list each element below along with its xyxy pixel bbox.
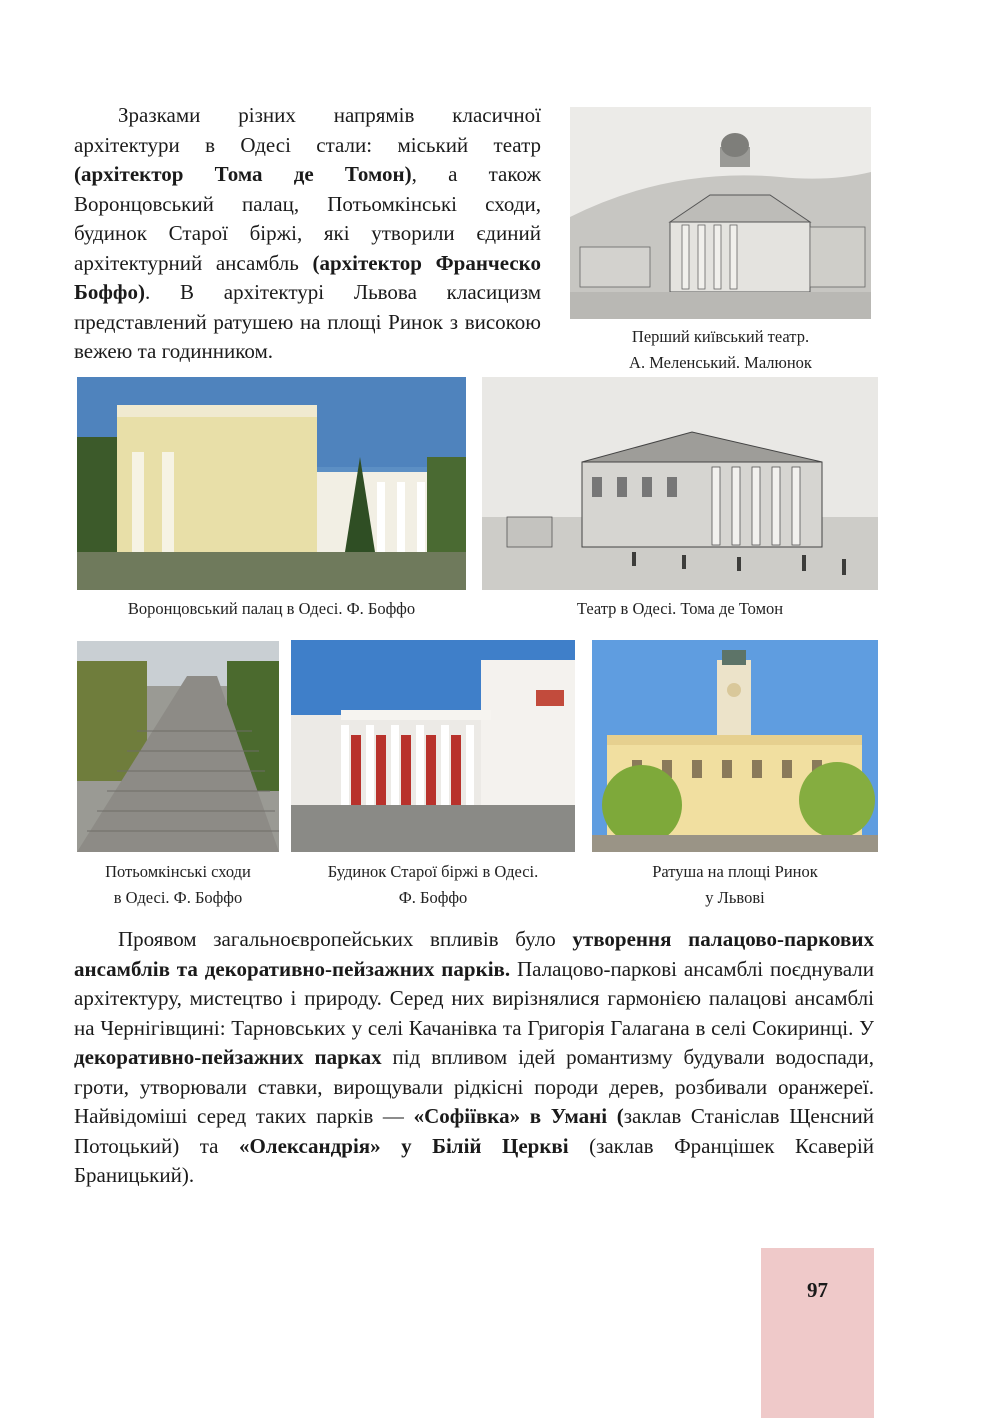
bold-span: (архітектор Тома де Томон) xyxy=(74,162,412,186)
caption-line: в Одесі. Ф. Боффо xyxy=(113,888,243,907)
text-span: заклав Станіслав Щенсний Потоцький) та xyxy=(74,1104,874,1158)
caption-line: Перший київський театр. xyxy=(631,327,810,346)
caption-line: Ф. Боффо xyxy=(398,888,468,907)
caption-line: у Львові xyxy=(705,888,765,907)
stock-exchange-caption xyxy=(291,859,575,911)
parks-paragraph xyxy=(74,925,874,1191)
caption-line: А. Меленський. Малюнок xyxy=(629,353,812,372)
text-span: Палацово-паркові ансамблі поєднували архітектуру, мистецтво і природу. Серед них вирізнялися гармонією палацові ансамблі на Чернігівщині: Тарновських у селі Качанівка та Григорія Галагана в селі Сокиринці. У xyxy=(74,956,874,1040)
caption-line: Театр в Одесі. Тома де Томон xyxy=(576,599,784,618)
caption-line: Ратуша на площі Ринок xyxy=(652,862,818,881)
bold-span: (архітектор Франческо Боффо) xyxy=(74,250,541,304)
caption-line: Воронцовський палац в Одесі. Ф. Боффо xyxy=(127,599,416,618)
vorontsov-palace-image xyxy=(77,377,466,590)
text-span: Зразками різних напрямів класичної архітектури в Одесі стали: міський театр xyxy=(74,103,541,157)
intro-paragraph xyxy=(74,101,541,367)
text-span: під впливом ідей романтизму будували водоспади, гроти, утворювали ставки, вирощували рідкісні породи дерев, розбивали оранжереї. Найвідоміші серед таких парків — xyxy=(74,1045,874,1128)
potemkin-stairs-image xyxy=(77,641,279,852)
kyiv-theatre-image xyxy=(570,107,871,319)
odesa-theatre-caption xyxy=(482,596,878,622)
bold-span: утворення палацово-паркових ансамблів та декоративно-пейзажних парків. xyxy=(74,927,874,981)
potemkin-stairs-caption xyxy=(77,859,279,911)
vorontsov-palace-caption xyxy=(77,596,466,622)
page-number-box xyxy=(761,1248,874,1418)
text-span: Проявом загальноєвропейських впливів було xyxy=(118,927,573,951)
kyiv-theatre-caption xyxy=(570,324,871,376)
text-span: (заклав Францішек Ксаверій Браницький). xyxy=(74,1133,875,1187)
odesa-theatre-image xyxy=(482,377,878,590)
page-number: 97 xyxy=(807,1278,828,1302)
lviv-town-hall-image xyxy=(592,640,878,852)
text-span: , а також Воронцовський палац, Потьомкінські сходи, будинок Старої біржі, які утворили єдиний архітектурний ансамбль xyxy=(74,162,542,275)
stock-exchange-image xyxy=(291,640,575,852)
caption-line: Потьомкінські сходи xyxy=(105,862,251,881)
bold-span: «Олександрія» у Білій Церкві xyxy=(238,1133,569,1158)
caption-line: Будинок Старої біржі в Одесі. xyxy=(327,862,539,881)
lviv-town-hall-caption xyxy=(592,859,878,911)
bold-span: «Софіївка» в Умані ( xyxy=(413,1104,624,1128)
bold-span: декоративно-пейзажних парках xyxy=(74,1045,382,1069)
text-span: . В архітектурі Львова класицизм представлений ратушею на площі Ринок з високою вежею та годинником. xyxy=(74,280,541,363)
